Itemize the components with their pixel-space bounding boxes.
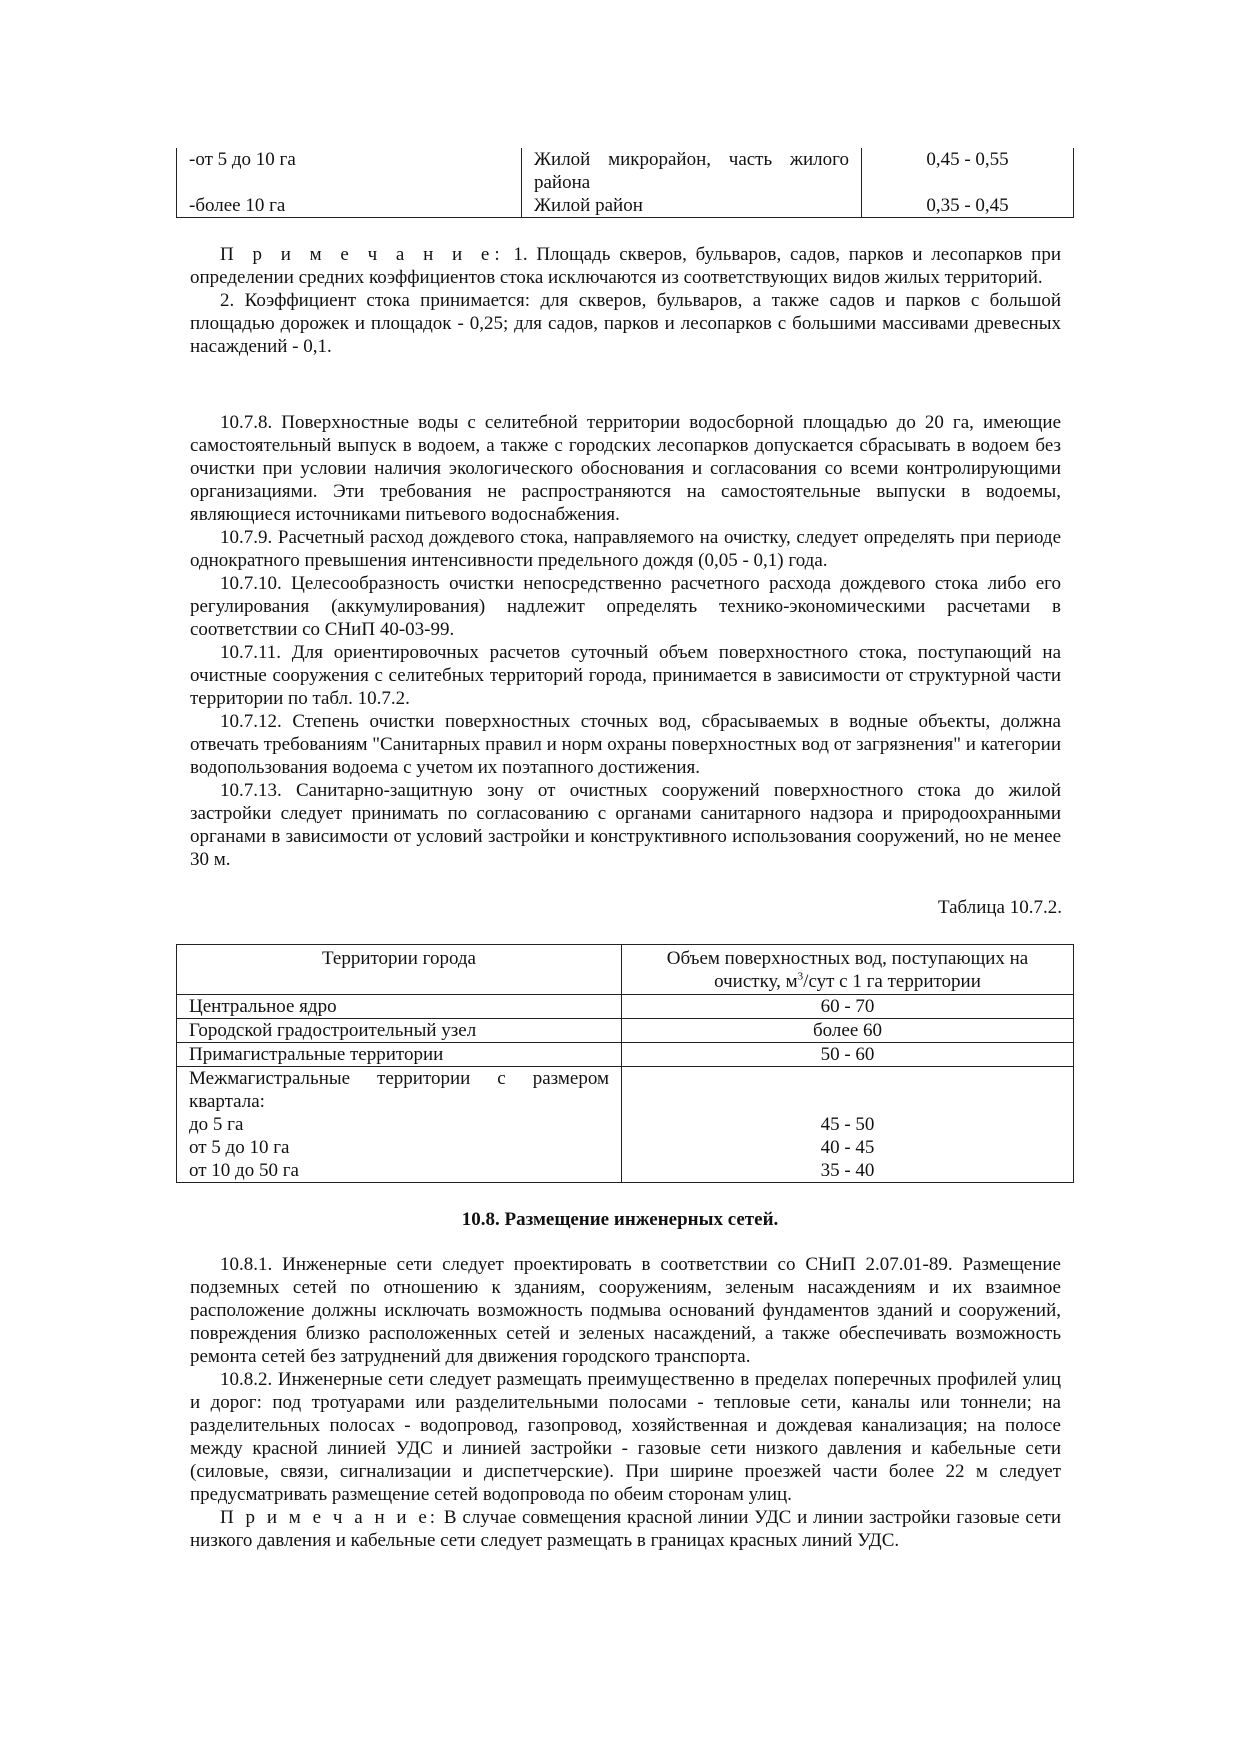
- paragraph-10-7-10: 10.7.10. Целесообразность очистки непосредственно расчетного расхода дождевого стока либо его регулирования (аккумулирования) надлежит определять технико-экономическими расчетами в соответствии со СНиП 40-03-99.: [190, 573, 1061, 640]
- table-row-group: [177, 1067, 1074, 1183]
- coefficient-cell: 0,45 - 0,55: [862, 148, 1074, 194]
- territory-cell: Городской градостроительный узел: [177, 1019, 622, 1043]
- table-row: [177, 995, 1074, 1019]
- section-10-7-paragraphs: [190, 411, 1061, 871]
- territory-type-cell: Жилой район: [522, 194, 862, 218]
- area-cell: -более 10 га: [177, 194, 522, 218]
- section-note: [190, 1506, 1061, 1552]
- section-heading: 10.8. Размещение инженерных сетей.: [461, 1209, 779, 1230]
- volume-group-cell: [622, 1067, 1074, 1183]
- note-item-1: 1. Площадь скверов, бульваров, садов, парков и лесопарков при определении средних коэффициентов стока исключаются из соответствующих видов жилых территорий.: [190, 244, 1061, 288]
- table-caption: Таблица 10.7.2.: [937, 897, 1062, 918]
- group-item: до 5 га: [189, 1114, 244, 1135]
- note-label: П р и м е ч а н и е:: [220, 244, 505, 265]
- table-header-row: [177, 945, 1074, 995]
- volume-cell: 50 - 60: [622, 1043, 1074, 1067]
- group-volume: 45 - 50: [820, 1114, 875, 1135]
- group-title: Межмагистральные территории с размером квартала:: [189, 1068, 609, 1112]
- group-item: от 10 до 50 га: [189, 1160, 299, 1181]
- table-row: [177, 1043, 1074, 1067]
- table-row: [177, 194, 1074, 218]
- header-volume: Объем поверхностных вод, поступающих на очистку, $м^3$/сут с 1 га территории: [622, 945, 1074, 995]
- coefficient-cell: 0,35 - 0,45: [862, 194, 1074, 218]
- note-paragraph-2: 2. Коэффициент стока принимается: для скверов, бульваров, а также садов и парков с большой площадью дорожек и площадок - 0,25; для садов, парков и лесопарков с большими массивами древесных насаждений - 0,1.: [190, 290, 1061, 357]
- table-row: [177, 148, 1074, 194]
- territory-cell: Центральное ядро: [177, 995, 622, 1019]
- table-row: [177, 1019, 1074, 1043]
- section-10-8-paragraphs: [190, 1253, 1061, 1552]
- territory-group-cell: [177, 1067, 622, 1183]
- paragraph-10-8-1: 10.8.1. Инженерные сети следует проектировать в соответствии со СНиП 2.07.01-89. Размещение подземных сетей по отношению к зданиям, сооружениям, зеленым насаждениям и их взаимное расположение должны исключать возможность подмыва оснований фундаментов зданий и сооружений, повреждения близко расположенных сетей и зеленых насаждений, а также обеспечивать возможность ремонта сетей без затруднений для движения городского транспорта.: [190, 1254, 1061, 1367]
- group-volume: 35 - 40: [820, 1160, 875, 1181]
- paragraph-10-7-9: 10.7.9. Расчетный расход дождевого стока, направляемого на очистку, следует определять при периоде однократного превышения интенсивности предельного дождя (0,05 - 0,1) года.: [190, 527, 1061, 571]
- surface-water-volume-table: [176, 944, 1074, 1183]
- paragraph-10-7-13: 10.7.13. Санитарно-защитную зону от очистных сооружений поверхностного стока до жилой застройки следует принимать по согласованию с органами санитарного надзора и природоохранными органами в зависимости от условий застройки и конструктивного использования сооружений, но не менее 30 м.: [190, 780, 1061, 870]
- paragraph-10-7-8: 10.7.8. Поверхностные воды с селитебной территории водосборной площадью до 20 га, имеющие самостоятельный выпуск в водоем, а также с городских лесопарков допускается сбрасывать в водоем без очистки при условии наличия экологического обоснования и согласования со всеми контролирующими организациями. Эти требования не распространяются на самостоятельные выпуски в водоемы, являющиеся источниками питьевого водоснабжения.: [190, 412, 1061, 525]
- area-cell: -от 5 до 10 га: [177, 148, 522, 194]
- group-item: от 5 до 10 га: [189, 1137, 290, 1158]
- paragraph-10-7-12: 10.7.12. Степень очистки поверхностных сточных вод, сбрасываемых в водные объекты, должна отвечать требованиям "Санитарных правил и норм охраны поверхностных вод от загрязнения" и категории водопользования водоема с учетом их поэтапного достижения.: [190, 711, 1061, 778]
- paragraph-10-7-11: 10.7.11. Для ориентировочных расчетов суточный объем поверхностного стока, поступающий на очистные сооружения с селитебных территорий города, принимается в зависимости от структурной части территории по табл. 10.7.2.: [190, 642, 1061, 709]
- volume-cell: 60 - 70: [622, 995, 1074, 1019]
- runoff-coefficient-table-continuation: [176, 148, 1074, 218]
- group-volume: 40 - 45: [820, 1137, 875, 1158]
- note-block: [190, 243, 1061, 358]
- note-paragraph-1: [190, 243, 1061, 289]
- header-territories: Территории города: [177, 945, 622, 995]
- paragraph-10-8-2: 10.8.2. Инженерные сети следует размещать преимущественно в пределах поперечных профилей улиц и дорог: под тротуарами или разделительными полосами - тепловые сети, каналы или тоннели; на разделительных полосах - водопровод, газопровод, хозяйственная и дождевая канализация; на полосе между красной линией УДС и линией застройки - газовые сети низкого давления и кабельные сети (силовые, связи, сигнализации и диспетчерские). При ширине проезжей части более 22 м следует предусматривать размещение сетей водопровода по обеим сторонам улиц.: [190, 1369, 1061, 1505]
- note-label: П р и м е ч а н и е:: [220, 1507, 439, 1528]
- volume-cell: более 60: [622, 1019, 1074, 1043]
- note-text: В случае совмещения красной линии УДС и линии застройки газовые сети низкого давления и кабельные сети следует размещать в границах красных линий УДС.: [190, 1507, 1062, 1551]
- territory-type-cell: Жилой микрорайон, часть жилого района: [522, 148, 862, 194]
- territory-cell: Примагистральные территории: [177, 1043, 622, 1067]
